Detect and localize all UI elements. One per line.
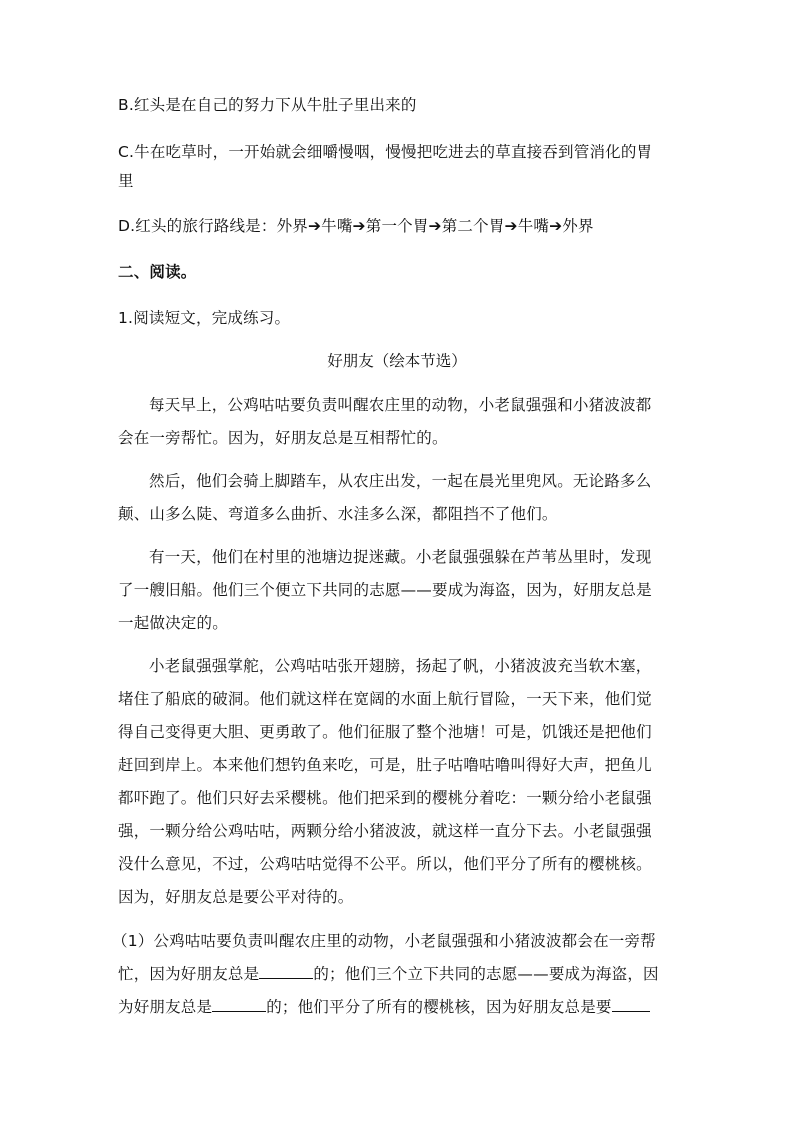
passage-p3-line: 有一天，他们在村里的池塘边捉迷藏。小老鼠强强躲在芦苇丛里时，发现 (149, 548, 652, 566)
exercise-text: 的；他们平分了所有的樱桃核，因为好朋友总是要 (266, 998, 612, 1016)
exercise-text: 为好朋友总是 (118, 998, 213, 1016)
exercise-text: 的；他们三个立下共同的志愿——要成为海盗，因 (313, 965, 659, 983)
option-b: B.红头是在自己的努力下从牛肚子里出来的 (118, 96, 417, 114)
option-d: D.红头的旅行路线是：外界➔牛嘴➔第一个胃➔第二个胃➔牛嘴➔外界 (118, 217, 594, 235)
passage-p4-line: 堵住了船底的破洞。他们就这样在宽阔的水面上航行冒险，一天下来，他们觉 (118, 690, 652, 708)
exercise-line-3 (118, 990, 678, 1024)
passage-p4-line: 都吓跑了。他们只好去采樱桃。他们把采到的樱桃分着吃：一颗分给小老鼠强 (118, 789, 652, 807)
passage-p4-line: 没什么意见，不过，公鸡咕咕觉得不公平。所以，他们平分了所有的樱桃核。 (118, 855, 652, 873)
passage-p4-line: 赶回到岸上。本来他们想钓鱼来吃，可是，肚子咕噜咕噜叫得好大声，把鱼儿 (118, 756, 652, 774)
passage-p4-line: 得自己变得更大胆、更勇敢了。他们征服了整个池塘！可是，饥饿还是把他们 (118, 723, 652, 741)
passage-p1-line: 每天早上，公鸡咕咕要负责叫醒农庄里的动物，小老鼠强强和小猪波波都 (149, 396, 652, 414)
passage-p1-line: 会在一旁帮忙。因为，好朋友总是互相帮忙的。 (118, 429, 448, 447)
answer-blank-1[interactable] (259, 960, 313, 979)
option-c-line-1: C.牛在吃草时，一开始就会细嚼慢咽，慢慢把吃进去的草直接吞到管消化的胃 (118, 143, 653, 161)
passage-p2-line: 然后，他们会骑上脚踏车，从农庄出发，一起在晨光里兜风。无论路多么 (149, 472, 652, 490)
passage-p4-line: 强，一颗分给公鸡咕咕，两颗分给小猪波波，就这样一直分下去。小老鼠强强 (118, 822, 652, 840)
exercise-text: 忙，因为好朋友总是 (118, 965, 260, 983)
answer-blank-3[interactable] (612, 993, 650, 1012)
answer-blank-2[interactable] (212, 993, 266, 1012)
exercise-line-1: （1）公鸡咕咕要负责叫醒农庄里的动物，小老鼠强强和小猪波波都会在一旁帮 (112, 932, 656, 950)
section-heading: 二、阅读。 (118, 263, 197, 281)
option-c-line-2: 里 (118, 172, 134, 190)
passage-p3-line: 了一艘旧船。他们三个便立下共同的志愿——要成为海盗，因为，好朋友总是 (118, 581, 652, 599)
question-prompt: 1.阅读短文，完成练习。 (118, 309, 291, 327)
passage-p4-line: 因为，好朋友总是要公平对待的。 (118, 888, 354, 906)
passage-p2-line: 颠、山多么陡、弯道多么曲折、水洼多么深，都阻挡不了他们。 (118, 505, 558, 523)
passage-title: 好朋友（绘本节选） (327, 352, 467, 370)
passage-p4-line: 小老鼠强强掌舵，公鸡咕咕张开翅膀，扬起了帆，小猪波波充当软木塞， (149, 657, 652, 675)
passage-p3-line: 一起做决定的。 (118, 614, 228, 632)
exercise-line-2 (118, 957, 678, 991)
